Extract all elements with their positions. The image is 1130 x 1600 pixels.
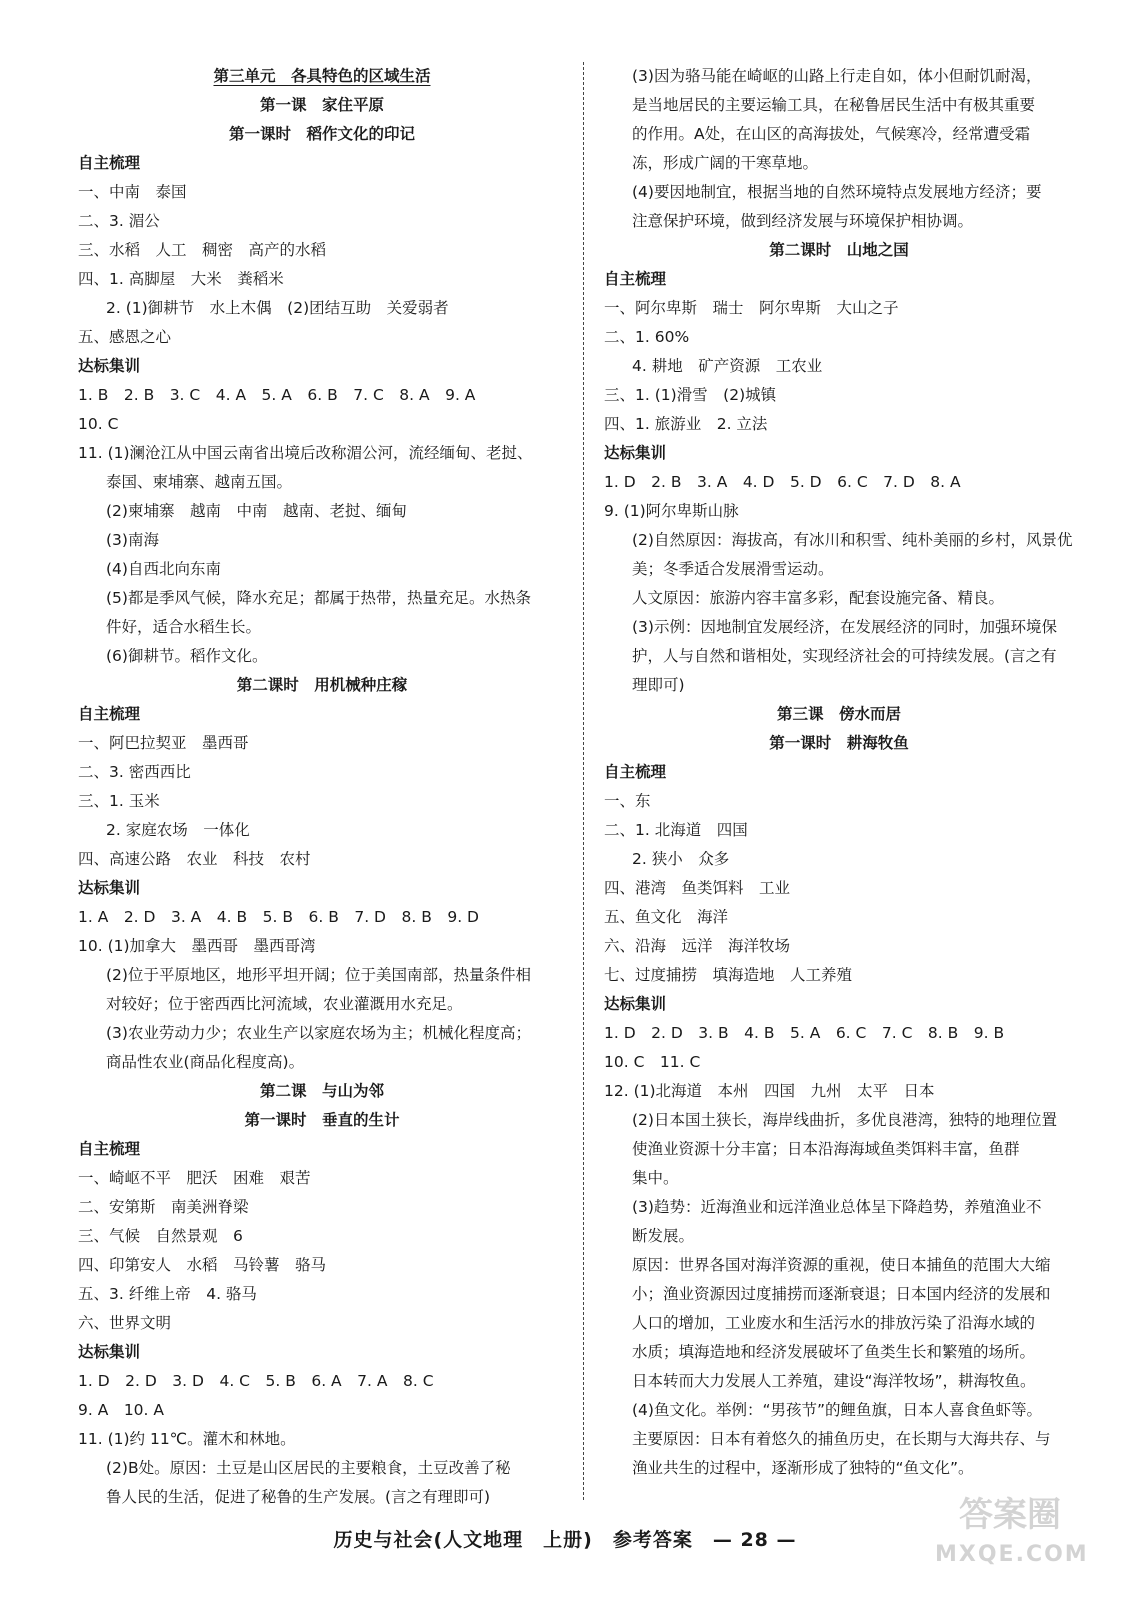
answer-line: 人文原因：旅游内容丰富多彩，配套设施完备、精良。 — [632, 589, 1005, 607]
answer-line: 美；冬季适合发展滑雪运动。 — [632, 560, 834, 578]
answer-line: 四、高速公路 农业 科技 农村 — [78, 850, 311, 868]
column-divider — [583, 62, 584, 1500]
answer-line: 2. 家庭农场 一体化 — [106, 821, 250, 839]
answer-line: (2)自然原因：海拔高，有冰川和积雪、纯朴美丽的乡村，风景优 — [632, 531, 1073, 549]
answer-line: 三、水稻 人工 稠密 高产的水稻 — [78, 241, 327, 259]
subsection-label: 达标集训 — [78, 879, 141, 897]
answer-line: 鲁人民的生活，促进了秘鲁的生产发展。(言之有理即可) — [106, 1488, 491, 1506]
answer-line: 泰国、柬埔寨、越南五国。 — [106, 473, 293, 491]
answer-line: 4. 耕地 矿产资源 工农业 — [632, 357, 823, 375]
page-footer: 历史与社会(人文地理 上册) 参考答案 — 28 — — [333, 1529, 797, 1551]
answer-line: 11. (1)澜沧江从中国云南省出境后改称湄公河，流经缅甸、老挝、 — [78, 444, 533, 462]
answer-line: 10. C — [78, 415, 119, 433]
section-heading: 第一课时 耕海牧鱼 — [769, 734, 909, 752]
answer-line: 件好，适合水稻生长。 — [106, 618, 262, 636]
answer-line: 四、港湾 鱼类饵料 工业 — [604, 879, 791, 897]
right-column — [604, 62, 1074, 1483]
answer-line: 水质；填海造地和经济发展破坏了鱼类生长和繁殖的场所。 — [632, 1343, 1036, 1361]
section-heading: 第一课时 垂直的生计 — [244, 1111, 400, 1129]
answer-line: 二、3. 密西西比 — [78, 763, 191, 781]
answer-line: (4)自西北向东南 — [106, 560, 221, 578]
answer-line: (5)都是季风气候，降水充足；都属于热带，热量充足。水热条 — [106, 589, 531, 607]
section-heading: 第二课 与山为邻 — [259, 1082, 384, 1100]
answer-line: 一、中南 泰国 — [78, 183, 187, 201]
answer-line: 六、世界文明 — [78, 1314, 172, 1332]
answer-line: 五、3. 纤维上帝 4. 骆马 — [78, 1285, 257, 1303]
subsection-label: 自主梳理 — [604, 270, 667, 288]
subsection-label: 达标集训 — [604, 995, 667, 1013]
subsection-label: 达标集训 — [78, 357, 141, 375]
section-heading: 第一课 家住平原 — [259, 96, 384, 114]
answer-line: 集中。 — [632, 1169, 679, 1187]
answer-line: 三、1. (1)滑雪 (2)城镇 — [604, 386, 777, 404]
answer-line: (3)趋势：近海渔业和远洋渔业总体呈下降趋势，养殖渔业不 — [632, 1198, 1042, 1216]
section-heading: 第一课时 稻作文化的印记 — [228, 125, 415, 143]
answer-line: 10. C 11. C — [604, 1053, 701, 1071]
unit-title: 第三单元 各具特色的区域生活 — [213, 67, 431, 85]
answer-line: 的作用。A处，在山区的高海拔处，气候寒冷，经常遭受霜 — [632, 125, 1031, 143]
answer-line: 1. B 2. B 3. C 4. A 5. A 6. B 7. C 8. A 9. A — [78, 386, 476, 404]
answer-line: (4)要因地制宜，根据当地的自然环境特点发展地方经济；要 — [632, 183, 1042, 201]
answer-line: 二、1. 北海道 四国 — [604, 821, 748, 839]
answer-line: 一、阿巴拉契亚 墨西哥 — [78, 734, 249, 752]
answer-line: 1. D 2. D 3. B 4. B 5. A 6. C 7. C 8. B 9. B — [604, 1024, 1005, 1042]
answer-line: 2. 狭小 众多 — [632, 850, 730, 868]
watermark-logo — [935, 1490, 1089, 1590]
left-column — [78, 62, 566, 1512]
answer-line: 冻，形成广阔的干寒草地。 — [632, 154, 819, 172]
answer-line: 渔业共生的过程中，逐渐形成了独特的“鱼文化”。 — [632, 1459, 974, 1477]
answer-line: 小；渔业资源因过度捕捞而逐渐衰退；日本国内经济的发展和 — [632, 1285, 1051, 1303]
answer-line: 日本转而大力发展人工养殖，建设“海洋牧场”，耕海牧鱼。 — [632, 1372, 1036, 1390]
answer-line: 对较好；位于密西西比河流域，农业灌溉用水充足。 — [106, 995, 463, 1013]
subsection-label: 自主梳理 — [78, 154, 141, 172]
answer-line: 二、1. 60% — [604, 328, 690, 346]
subsection-label: 自主梳理 — [78, 705, 141, 723]
answer-line: 三、气候 自然景观 6 — [78, 1227, 243, 1245]
answer-line: 9. (1)阿尔卑斯山脉 — [604, 502, 739, 520]
subsection-label: 自主梳理 — [78, 1140, 141, 1158]
answer-line: (2)位于平原地区，地形平坦开阔；位于美国南部，热量条件相 — [106, 966, 531, 984]
answer-line: 二、3. 湄公 — [78, 212, 160, 230]
answer-line: 1. A 2. D 3. A 4. B 5. B 6. B 7. D 8. B 9. D — [78, 908, 479, 926]
answer-line: (2)日本国土狭长，海岸线曲折，多优良港湾，独特的地理位置 — [632, 1111, 1057, 1129]
answer-line: (2)B处。原因：土豆是山区居民的主要粮食，土豆改善了秘 — [106, 1459, 511, 1477]
answer-line: (3)南海 — [106, 531, 159, 549]
answer-line: 主要原因：日本有着悠久的捕鱼历史，在长期与大海共存、与 — [632, 1430, 1051, 1448]
subsection-label: 自主梳理 — [604, 763, 667, 781]
answer-line: 1. D 2. D 3. D 4. C 5. B 6. A 7. A 8. C — [78, 1372, 434, 1390]
answer-line: 是当地居民的主要运输工具，在秘鲁居民生活中有极其重要 — [632, 96, 1036, 114]
answer-line: 四、印第安人 水稻 马铃薯 骆马 — [78, 1256, 327, 1274]
answer-line: 一、东 — [604, 792, 651, 810]
answer-line: (3)因为骆马能在崎岖的山路上行走自如，体小但耐饥耐渴， — [632, 67, 1042, 85]
section-heading: 第三课 傍水而居 — [776, 705, 901, 723]
answer-line: 护，人与自然和谐相处，实现经济社会的可持续发展。(言之有 — [632, 647, 1057, 665]
subsection-label: 达标集训 — [78, 1343, 141, 1361]
answer-line: 五、感恩之心 — [78, 328, 172, 346]
answer-line: 一、崎岖不平 肥沃 困难 艰苦 — [78, 1169, 311, 1187]
watermark-url: MXQE.COM — [935, 1542, 1089, 1567]
answer-line: (3)农业劳动力少；农业生产以家庭农场为主；机械化程度高； — [106, 1024, 531, 1042]
answer-line: 11. (1)约 11℃。灌木和林地。 — [78, 1430, 296, 1448]
answer-line: (3)示例：因地制宜发展经济，在发展经济的同时，加强环境保 — [632, 618, 1057, 636]
section-heading: 第二课时 山地之国 — [769, 241, 909, 259]
answer-line: (6)御耕节。稻作文化。 — [106, 647, 268, 665]
answer-line: (4)鱼文化。举例：“男孩节”的鲤鱼旗，日本人喜食鱼虾等。 — [632, 1401, 1043, 1419]
answer-line: 一、阿尔卑斯 瑞士 阿尔卑斯 大山之子 — [604, 299, 899, 317]
answer-line: 2. (1)御耕节 水上木偶 (2)团结互助 关爱弱者 — [106, 299, 449, 317]
watermark-text: 答案圈 — [959, 1495, 1061, 1535]
answer-line: 原因：世界各国对海洋资源的重视，使日本捕鱼的范围大大缩 — [632, 1256, 1051, 1274]
answer-line: 商品性农业(商品化程度高)。 — [106, 1053, 305, 1071]
answer-line: 三、1. 玉米 — [78, 792, 160, 810]
answer-line: 注意保护环境，做到经济发展与环境保护相协调。 — [632, 212, 974, 230]
answer-line: 12. (1)北海道 本州 四国 九州 太平 日本 — [604, 1082, 935, 1100]
answer-line: 二、安第斯 南美洲脊梁 — [78, 1198, 249, 1216]
answer-line: 人口的增加，工业废水和生活污水的排放污染了沿海水域的 — [632, 1314, 1036, 1332]
answer-line: 七、过度捕捞 填海造地 人工养殖 — [604, 966, 853, 984]
subsection-label: 达标集训 — [604, 444, 667, 462]
answer-line: 五、鱼文化 海洋 — [604, 908, 729, 926]
answer-line: 10. (1)加拿大 墨西哥 墨西哥湾 — [78, 937, 316, 955]
answer-line: 断发展。 — [632, 1227, 695, 1245]
section-heading: 第二课时 用机械种庄稼 — [236, 676, 408, 694]
answer-line: 1. D 2. B 3. A 4. D 5. D 6. C 7. D 8. A — [604, 473, 961, 491]
answer-line: 9. A 10. A — [78, 1401, 164, 1419]
answer-line: 四、1. 旅游业 2. 立法 — [604, 415, 768, 433]
answer-line: (2)柬埔寨 越南 中南 越南、老挝、缅甸 — [106, 502, 407, 520]
answer-line: 六、沿海 远洋 海洋牧场 — [604, 937, 791, 955]
answer-line: 理即可) — [632, 676, 685, 694]
answer-line: 四、1. 高脚屋 大米 粪稻米 — [78, 270, 284, 288]
answer-line: 使渔业资源十分丰富；日本沿海海域鱼类饵料丰富，鱼群 — [632, 1140, 1020, 1158]
section-heading — [78, 62, 566, 91]
